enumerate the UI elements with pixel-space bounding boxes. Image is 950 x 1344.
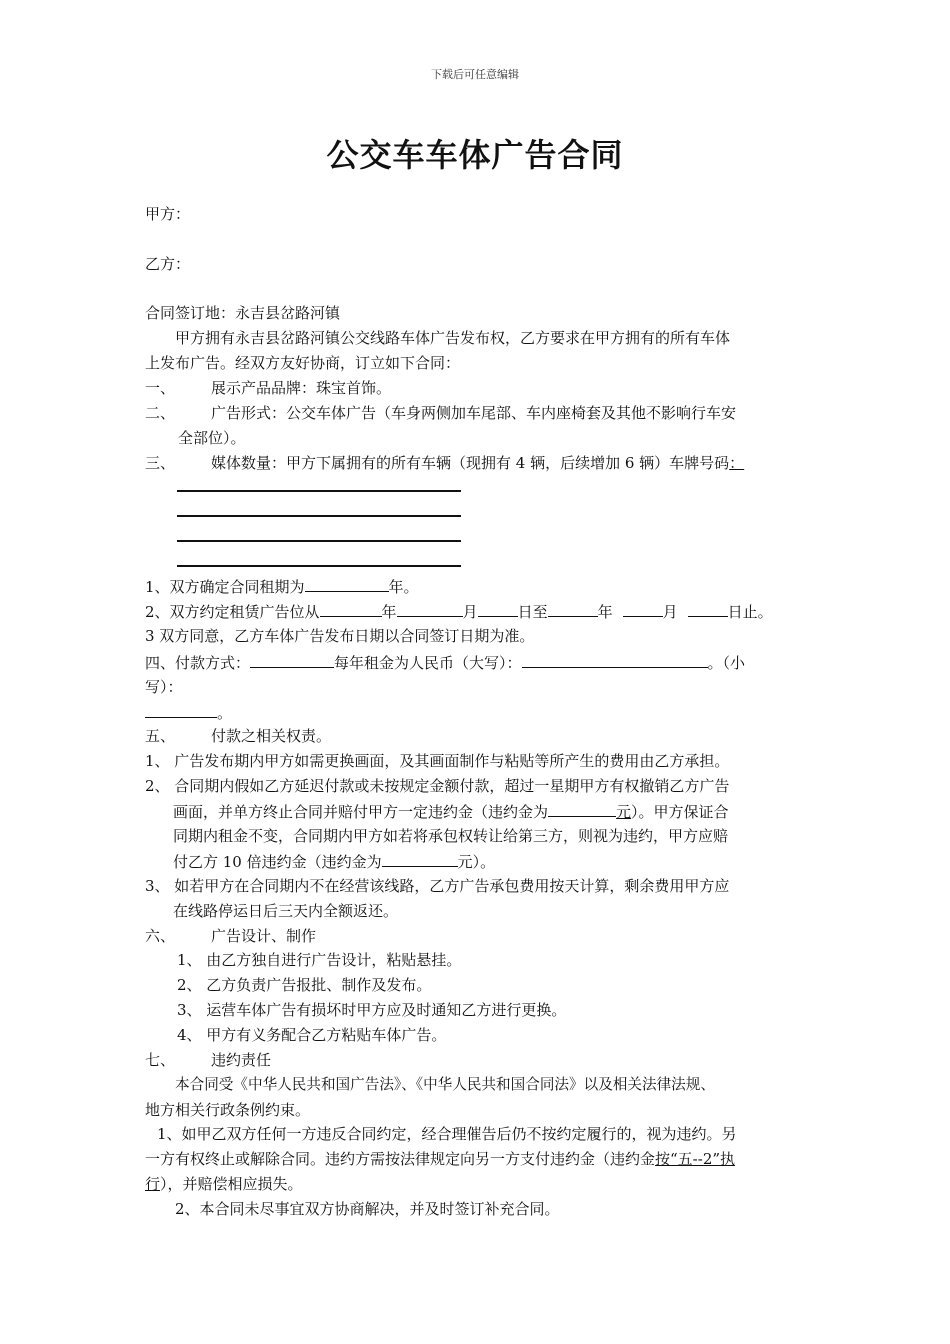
intro-line-2: 上发布广告。经双方友好协商，订立如下合同： bbox=[145, 354, 461, 372]
signing-place: 合同签订地：永吉县岔路河镇 bbox=[145, 304, 341, 322]
penalty-amount-blank-2 bbox=[382, 851, 458, 867]
clause-text: 画面，并单方终止合同并赔付甲方一定违约金（违约金为 bbox=[173, 803, 549, 821]
breach-clause-1-line-2 bbox=[145, 1149, 735, 1169]
start-day-blank bbox=[478, 601, 518, 617]
section-text: 广告形式：公交车体广告（车身两侧加车尾部、车内座椅套及其他不影响行车安 bbox=[211, 404, 737, 422]
section-text: 四、付款方式： bbox=[145, 654, 251, 672]
amount-figures-blank bbox=[145, 702, 217, 718]
term-text: 日至 bbox=[517, 603, 548, 621]
term-1 bbox=[145, 576, 419, 597]
section-number: 六、 bbox=[145, 927, 176, 945]
section-number: 三、 bbox=[145, 454, 176, 472]
term-text: 月 bbox=[462, 603, 478, 621]
section-number: 二、 bbox=[145, 404, 176, 422]
term-2 bbox=[145, 601, 773, 622]
section-1 bbox=[145, 378, 391, 398]
clause-text: 按“五--2”执 bbox=[655, 1150, 736, 1168]
breach-clause-2: 2、本合同未尽事宜双方协商解决，并及时签订补充合同。 bbox=[175, 1200, 560, 1218]
payment-clause-1: 1、 广告发布期内甲方如需更换画面，及其画面制作与粘贴等所产生的费用由乙方承担。 bbox=[145, 752, 730, 770]
plate-number-blank-4 bbox=[177, 565, 461, 567]
section-4 bbox=[145, 652, 745, 673]
end-year-blank bbox=[548, 601, 598, 617]
section-5 bbox=[145, 726, 331, 746]
section-text: 付款之相关权责。 bbox=[211, 727, 332, 745]
payment-method-blank bbox=[250, 652, 334, 668]
plate-number-blank-2 bbox=[177, 515, 461, 517]
breach-clause-1: 1、如甲乙双方任何一方违反合同约定，经合理催告后仍不按约定履行的，视为违约。另 bbox=[157, 1125, 737, 1143]
end-day-blank bbox=[688, 601, 728, 617]
section-number: 五、 bbox=[145, 727, 176, 745]
section-text: 。（小 bbox=[707, 654, 746, 672]
section-6 bbox=[145, 926, 316, 946]
section-text: 展示产品品牌：珠宝首饰。 bbox=[211, 379, 392, 397]
term-text: 1、双方确定合同租期为 bbox=[145, 578, 305, 596]
breach-intro-line-2: 地方相关行政条例约束。 bbox=[145, 1101, 311, 1119]
party-b-line: 乙方： bbox=[145, 255, 191, 273]
plate-number-blank-1 bbox=[177, 490, 461, 492]
term-text: 年 bbox=[597, 603, 613, 621]
section-4-continued: 写）： bbox=[145, 678, 183, 696]
design-clause-3: 3、 运营车体广告有损坏时甲方应及时通知乙方进行更换。 bbox=[177, 1001, 567, 1019]
section-2-continued: 全部位）。 bbox=[178, 429, 246, 447]
underlined-colon: ： bbox=[729, 454, 745, 472]
party-a-line: 甲方： bbox=[145, 205, 191, 223]
payment-clause-2-line-4 bbox=[173, 851, 495, 872]
clause-text: 一方有权终止或解除合同。违约方需按法律规定向另一方支付违约金（违约金 bbox=[145, 1150, 656, 1168]
section-number: 七、 bbox=[145, 1051, 176, 1069]
section-text: 违约责任 bbox=[211, 1051, 272, 1069]
section-text: 。 bbox=[217, 704, 233, 722]
breach-intro-line-1: 本合同受《中华人民共和国广告法》、《中华人民共和国合同法》以及相关法律法规、 bbox=[175, 1076, 715, 1093]
section-4-amount-figures bbox=[145, 702, 232, 723]
intro-line-1: 甲方拥有永吉县岔路河镇公交线路车体广告发布权，乙方要求在甲方拥有的所有车体 bbox=[175, 329, 731, 347]
payment-clause-3-line-2: 在线路停运日后三天内全额返还。 bbox=[173, 902, 399, 920]
section-2 bbox=[145, 403, 736, 423]
section-text: 每年租金为人民币（大写）： bbox=[334, 654, 522, 672]
payment-clause-2-line-2 bbox=[173, 801, 729, 822]
design-clause-4: 4、 甲方有义务配合乙方粘贴车体广告。 bbox=[177, 1026, 447, 1044]
payment-clause-2-line-3: 同期内租金不变，合同期内甲方如若将承包权转让给第三方，则视为违约，甲方应赔 bbox=[173, 827, 729, 845]
clause-text: 元 bbox=[616, 803, 632, 821]
term-3: 3 双方同意，乙方车体广告发布日期以合同签订日期为准。 bbox=[145, 627, 535, 645]
plate-number-blank-3 bbox=[177, 540, 461, 542]
section-3 bbox=[145, 453, 744, 473]
contract-title: 公交车车体广告合同 bbox=[326, 136, 624, 174]
term-text: 年 bbox=[381, 603, 397, 621]
term-text: 年。 bbox=[388, 578, 419, 596]
design-clause-1: 1、 由乙方独自进行广告设计，粘贴悬挂。 bbox=[177, 951, 462, 969]
clause-text: ），并赔偿相应损失。 bbox=[160, 1175, 303, 1193]
payment-clause-2: 2、 合同期内假如乙方延迟付款或未按规定金额付款，超过一星期甲方有权撤销乙方广告 bbox=[145, 777, 730, 795]
breach-clause-1-line-3 bbox=[145, 1174, 303, 1194]
clause-text: ）。甲方保证合 bbox=[631, 803, 729, 821]
clause-text: 行 bbox=[145, 1175, 161, 1193]
lease-years-blank bbox=[305, 576, 389, 592]
clause-text: 付乙方 10 倍违约金（违约金为 bbox=[173, 853, 382, 871]
term-text: 2、双方约定租赁广告位从 bbox=[145, 603, 320, 621]
amount-words-blank bbox=[522, 652, 708, 668]
penalty-amount-blank bbox=[548, 801, 616, 817]
term-text: 日止。 bbox=[727, 603, 773, 621]
section-text: 媒体数量：甲方下属拥有的所有车辆（现拥有 4 辆，后续增加 6 辆）车牌号码 bbox=[211, 454, 730, 472]
start-month-blank bbox=[397, 601, 463, 617]
clause-text: 元）。 bbox=[457, 853, 496, 871]
payment-clause-3: 3、 如若甲方在合同期内不在经营该线路，乙方广告承包费用按天计算，剩余费用甲方应 bbox=[145, 877, 730, 895]
start-year-blank bbox=[320, 601, 382, 617]
section-number: 一、 bbox=[145, 379, 176, 397]
section-7 bbox=[145, 1050, 271, 1070]
section-text: 广告设计、制作 bbox=[211, 927, 317, 945]
term-text: 月 bbox=[662, 603, 678, 621]
end-month-blank bbox=[623, 601, 663, 617]
page-header: 下载后可任意编辑 bbox=[431, 68, 519, 81]
design-clause-2: 2、 乙方负责广告报批、制作及发布。 bbox=[177, 976, 432, 994]
